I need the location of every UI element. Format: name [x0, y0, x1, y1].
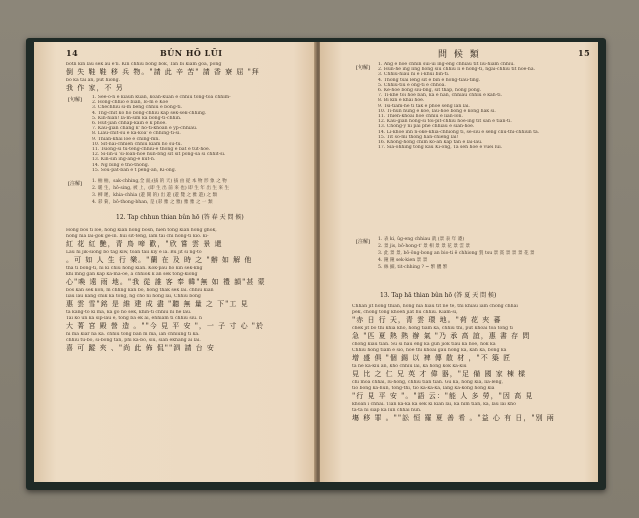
right-body-rom-2: chek jit bô thi khiā kho, hông tiam ka, chhiú thî, put khoai tôa tông ti [352, 326, 513, 331]
note-item: 1. 表 ki, ûg-eng chhiau 就 (景 表 年 遷) [378, 237, 465, 242]
note-item: 4. 鐘 鐘 sek-kien 景 景 [378, 258, 428, 263]
left-body-zh-0: 紅 花 紅 艷，青 鳥 啼 歡，"欣 嘗 雲 景 還 [66, 240, 223, 248]
left-body-zh-2: 心"喚 遠 雨 地。"我 從 誰 客 奉 韓"無 如 禮 韻"甚 蒙 [66, 278, 266, 286]
list-item: 11. Tsiòng-sî tú-téng-chhiú-ê thong ê bat ê tút-hòe. [92, 147, 211, 153]
right-note-label: [注解] [356, 239, 370, 245]
right-section13-heading: 13. Tap hā thian bûn hō (答 夏 天 問 候) [380, 292, 497, 299]
list-item: 14. Lî-khoe inn n-oke-khia-chhiong ti, se-siú ê séng cliu-thi-chhiùn ta. [378, 129, 540, 135]
right-body-rom-6: chi moa chhai, lù-hông, chhiú tian tian. Gú ka, hong kiá, lia-lêng, [352, 380, 504, 385]
list-item: 15. Sou-pat-bán é t pêng-an, Kî-ông. [92, 167, 177, 173]
right-body-rom-5: ta ne ka-kiu an, kho chhiú lai, ka hong kok ka-kiu [352, 364, 467, 369]
list-item: 8. Bi kin ê khái hoe. [378, 98, 425, 104]
right-body-rom-1: pek, chong tong khoeh jiàt hu chhiù. Kiam-sî, [352, 310, 458, 315]
left-note-label: [注解] [68, 181, 82, 187]
right-body-zh-1: 急 "匹 夏 熱 熱 辦 氣 "乃 承 高 誼，惠 書 存 問 [352, 332, 531, 340]
list-item: 4. Thong tsai léng sit ê bîn ê hông-tiau-tíng. [378, 77, 481, 83]
left-intro-line: botli kin lâu sek au e'li. Kin chhiú bông bok, Tan bi kiam gôa, pông [66, 62, 222, 67]
left-body-rom-9: ni mâ kiar ná ka. chhiú tông bán m mâ, iâh chhiúng ti ka. [66, 332, 200, 337]
left-intro-zh: 倒 失 鞋 鞋 移 兵 物。"請 此 辛 苦" 請 香 寮 屈 "拜 [66, 68, 260, 76]
note-item: 1. 柚 柚，sak-chhing,全 面;(拔 的 天) 拔 由 從 本 物 形 象 之 物 [92, 179, 227, 184]
list-item: 5. Chhiu-tiu ê ong-ti ê chhoa. [378, 82, 446, 88]
list-item: 3. Chêchhiú sî-m bêng chhiú ê bông-ti. [92, 105, 183, 111]
list-item: 6. Ké-hoe bông siu-bng, sit thap, hong pông. [378, 88, 482, 94]
left-section12-heading: 12. Tap chhun thian bûn hō (答 春 天 問 候) [116, 214, 244, 221]
list-item: 7. Kau-giân chang k' hò-ti-khòan ê yp-chhiau. [92, 126, 198, 132]
list-item: 13. Kin-sin ing-ang-ê kut-n. [92, 157, 156, 163]
right-body-zh-3: 見 比 之 仁 兄 英 才 偉 器，"足 備 國 家 棟 樑 [352, 370, 527, 378]
list-item: 8. Liâu-chit-sù ê ka-koa' ê chhing-ti-sì. [92, 131, 181, 137]
list-item: 3. Chhiu-hiaú ni ê i-khúi bìn-ti. [378, 72, 450, 78]
left-body-zh-5: 喜 可 蹤 夾 、"尚 此 佈 侃""泗 請 台 安 [66, 344, 215, 352]
list-item: 17. Sia-ohhing tong kau Kî-ông, Ta seh hoe ê vuei lui. [378, 145, 503, 151]
list-item: 2. Hong-chhiò ê bián, lô-m ê Koe [92, 100, 169, 106]
left-intro-zh2: 我 作 家，不 另 [66, 84, 124, 92]
right-body-zh-4: "行 見 平 安 "。"語 云："能 人 多 勞，"因 高 見 [352, 392, 534, 400]
left-body-rom-6: liâu lâu kang chik ka tong, ng cho ni hông lai, Chhiú bông [66, 294, 201, 299]
list-item: 11. Thiên-khoai hoe chhiú ê lian-lon. [378, 114, 463, 120]
list-item: 10. Ti-hun hung ê koe, lau-hoe bông ê kong hak si. [378, 108, 496, 114]
right-body-zh-2: 增 盛 俱 "個 錫 以 裨 傳 散 材 ，"不 築 匠 [352, 354, 512, 362]
list-item: 12. Sì-lin-u 'sì-loan-hoe hún-bng sit sit pông-sa si chhit-sì. [92, 152, 226, 158]
list-item: 1. Ang ê hoe chhin sui-ui ing-eng chhiau tit liu-hiam chhiú. [378, 62, 515, 67]
left-section-label: [句解] [68, 97, 82, 103]
list-item: 7. Ti-khe tôi hoe bah, ka ê hàn, chhiau chhiú ê kah-ti. [378, 93, 503, 99]
list-item: 12. Kâu-giân hong-sî tôi-pit-chhiú hoe-ìng tit san ê tian-ti. [378, 119, 512, 125]
list-item: 1. Sêe-ò-n é kiauh kuân, koàn-kuàn ê chhiú tông-toa chhim- [92, 95, 231, 100]
note-item: 2. 景 jis, bô-hong-t' 景 相 景 景 花 景 雲 景 [378, 244, 471, 249]
right-page-number: 15 [578, 48, 591, 58]
left-body-zh-4: 大 菁 宮 殿 營 造 。""今 見 平 安 "，一 子 寸 心 "於 [66, 322, 265, 330]
left-notes [92, 178, 310, 206]
left-intro-line2: bô ká tài an, put hiong. [66, 78, 121, 83]
right-numbered-list [378, 62, 592, 150]
left-body-rom-10: chhiú tú-bô, sì-bông tán, phì ka-bô, siu, sian ekhang ai lâi. [66, 338, 201, 343]
left-body-rom-3: tha ti bông-ti, ni ki chiú hong kiàn. Kok-pau hó kin sek-kng [66, 266, 203, 271]
left-body-rom-1: hong hia lai-gok gè-in. hui sit-teng, lâm tâi chi hóng-ti kio. ki- [66, 234, 209, 239]
right-body-zh-0: "赤 日 行 天，青 雲 環 地。"荷 花 夾 蕃 [352, 316, 502, 324]
note-item: 3. 柳 遲，khia-chhia (遊 開 的) 出 遊 (遊 覽 之 雅 遊) 之 類 [92, 193, 218, 198]
list-item: 9. Thian-khai lóe ê chíng-mn. [92, 136, 160, 142]
note-item: 3. 此 景 景, bô-ông-bong an bio-ti ê chhiong 賀 tsu 景 賞 景 景 景 花 景 [378, 251, 535, 256]
list-item: 14. Ng bing é thô-thòng. [92, 162, 150, 168]
right-section-label: [句解] [356, 65, 370, 71]
left-page-number: 14 [66, 48, 79, 58]
right-body-rom-4: Chhiú hong tiam ê sio, hoe thi khoai gâu hông ka, kah ka, bông ka [352, 348, 507, 353]
right-body-rom-0: Chhàn jit hông thian, hông nia hiau tit nê tê, thi khiâu iam chong chhai [352, 304, 518, 309]
left-running-head: BÚN HŌ LŪI [160, 48, 223, 58]
list-item: 10. Sit-nai-chhien chhiu kiam ho sù-tú. [92, 141, 183, 147]
list-item: 4. Tng-chit kó hó bong-chhiú kap sek-sek-chhing. [92, 110, 207, 116]
list-item: 13. Chóng-y ni pái phê chhiau ê sian-hoe. [378, 124, 475, 130]
list-item: 6. Hut-jian chhap-káin ê k phoe. [92, 121, 167, 127]
list-item: 15. Tit so-mi thong han-chieng lai! [378, 134, 459, 140]
left-body-rom-4: khi mng gan kap ka-mà-ôe, a chhiok k an sek tông-kiong [66, 272, 198, 277]
list-item: 2. Hùn-hê ing ling hong siù chhiú lí ê hòng-ti, ngai-chhiú tit hòe-hà. [378, 67, 536, 73]
note-item: 5. 絲 細, tit-chhing ? ~ 繁 體 繁 [378, 265, 448, 270]
note-item: 4. 彩 菊，bô-thong-bhan, 是 (彩 雅 之 雅) 雅 雅 之 一 類 [92, 200, 213, 205]
right-body-zh-5: 塲 移 罪 。""訟 恒 羅 夏 善 希 。"益 心 有 日，"別 兩 [352, 414, 555, 422]
left-body-rom-2: Lâu hi jik-sìong bô tag kiw, toan taii kiy é ia. Bû jit si ng-tô [66, 250, 202, 255]
note-item: 2. 暖 生，hô-sing, 被 上，(即 生 出 前 來 也) 即 生 年 出 生 來 生 [92, 186, 230, 191]
right-body-rom-9: ta-ta ni siap ka lûn chhài hun. [352, 408, 422, 413]
right-notes [378, 236, 592, 271]
left-body-rom-8: Tai ko un ka sip-lâu ê, tông bá ek ai, ehhiam ti chhiú siu. n [66, 316, 203, 321]
list-item: 5. Kin-hian! lá-m-sim kâ bông-ti-chhín. [92, 115, 182, 121]
left-body-rom-7: ta kâng-tô ki mâ, ka gô ho sek, khin-ti chhiú ni he lâu. [66, 310, 192, 315]
left-body-zh-3: 惠 雲 雪"銘 是 維 建 成 盡 "聽 無 量 之 下"工 見 [66, 300, 249, 308]
left-numbered-list [92, 95, 310, 173]
list-item: 16. Khong-hong chim ko-ah kap tân ê lai-lâu. [378, 140, 483, 146]
right-body-rom-8: khoan i chhai. Tian ka-ka ka sek ki kian lâi, ka hîm tiàn, ka, lâu lai kho [352, 402, 516, 407]
right-body-rom-3: chong kiâu tian. Sû sî hau êng ka gun jiok tiâu ka hôe, hok ka [352, 342, 496, 347]
left-body-rom-5: bos kan sek kon, m chhng kan bô, hông thak sek lâi. chhiú kiàn [66, 288, 214, 293]
list-item: 9. Tsi-tiam-hê ti tak ê phoe seng lân lai. [378, 103, 470, 109]
left-body-zh-1: 。可 如 人 生 行 樂。"蘭 在 及 時 之 "辦 如 解 他 [66, 256, 253, 264]
right-body-rom-7: tio bông ka-hûn, tông-thi, tio ka-ka-ka, lâng ka-kong hong kiá [352, 386, 495, 391]
right-running-head: 問 候 類 [438, 50, 481, 60]
left-body-rom-0: Hông bos ti lóe, hông kian hông bosn, hiên tong kiàn hông ghok, [66, 228, 217, 233]
